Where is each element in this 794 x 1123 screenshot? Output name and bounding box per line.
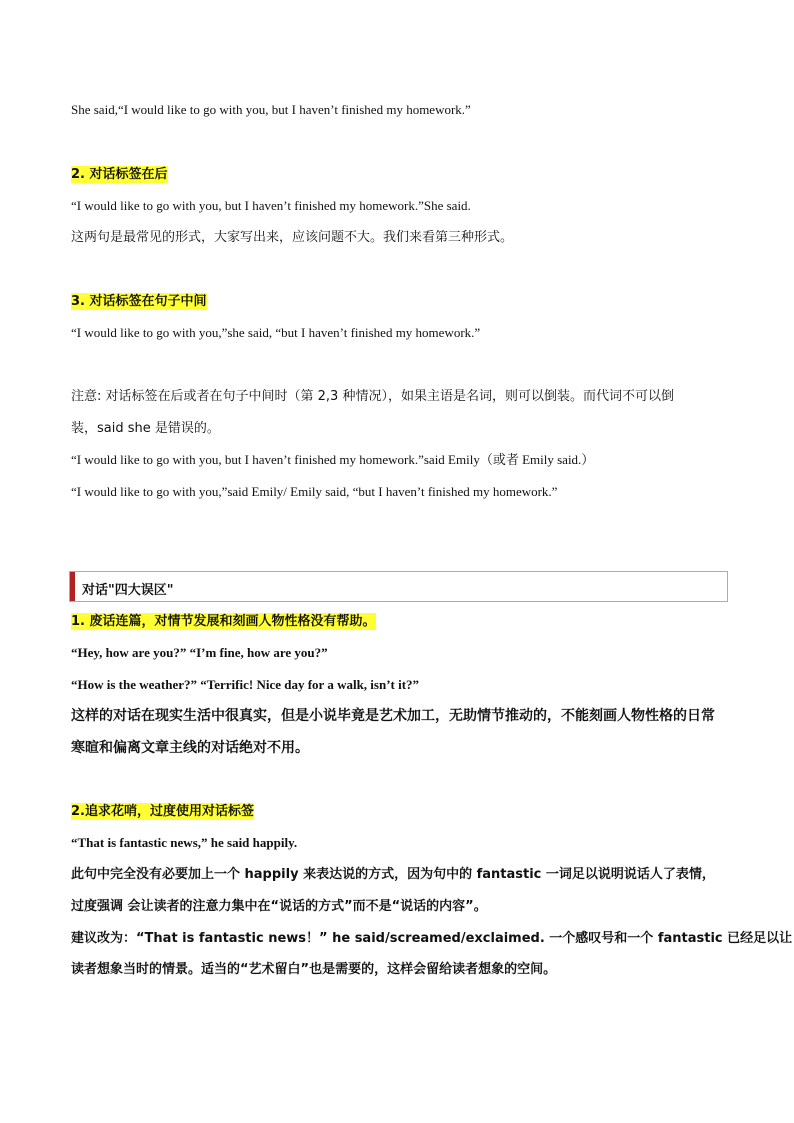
mistake-1-title bbox=[71, 613, 376, 630]
comment-common-forms: 这两句是最常见的形式，大家写出来，应该问题不大。我们来看第三种形式。 bbox=[71, 230, 514, 245]
mistake-1-explanation-line1: 这样的对话在现实生活中很真实，但是小说毕竟是艺术加工，无助情节推动的，不能刻画人物性格的日常 bbox=[71, 708, 715, 724]
mistake-2-title bbox=[71, 803, 254, 820]
mistake-1-example-1: “Hey, how are you?” “I’m fine, how are you?” bbox=[71, 645, 328, 660]
mistake-2-example: “That is fantastic news,” he said happily. bbox=[71, 835, 298, 850]
mistake-2-title-text: 2.追求花哨，过度使用对话标签 bbox=[71, 804, 254, 819]
mistake-2-suggestion-line1: 建议改为：“That is fantastic news！” he said/screamed/exclaimed. 一个感叹号和一个 fantastic 已经足以让 bbox=[71, 931, 793, 946]
mistake-2-explanation-line2: 过度强调 会让读者的注意力集中在“说话的方式”而不是“说话的内容”。 bbox=[71, 899, 487, 914]
section-header-four-mistakes bbox=[69, 571, 728, 602]
heading-tag-after bbox=[71, 166, 168, 183]
note-inversion-line1: 注意: 对话标签在后或者在句子中间时（第 2,3 种情况），如果主语是名词，则可以倒装。而代词不可以倒 bbox=[71, 389, 674, 404]
section-title-text: 对话"四大误区" bbox=[82, 583, 174, 598]
section-title bbox=[82, 579, 174, 598]
example-tag-after: “I would like to go with you, but I haven’t finished my homework.”She said. bbox=[71, 198, 471, 213]
mistake-2-suggestion-line2: 读者想象当时的情景。适当的“艺术留白”也是需要的，这样会留给读者想象的空间。 bbox=[71, 962, 557, 977]
note-inversion-line2: 装，said she 是错误的。 bbox=[71, 421, 220, 436]
heading-tag-middle bbox=[71, 293, 207, 310]
heading-tag-middle-text: 3. 对话标签在句子中间 bbox=[71, 294, 207, 309]
mistake-1-title-text: 1. 废话连篇，对情节发展和刻画人物性格没有帮助。 bbox=[71, 614, 376, 629]
section-accent-bar bbox=[70, 572, 75, 601]
example-inversion-after: “I would like to go with you, but I haven’t finished my homework.”said Emily（或者 Emily said.） bbox=[71, 452, 595, 467]
example-tag-first: She said,“I would like to go with you, but I haven’t finished my homework.” bbox=[71, 102, 471, 117]
example-inversion-middle: “I would like to go with you,”said Emily/ Emily said, “but I haven’t finished my homework.” bbox=[71, 484, 558, 499]
mistake-1-explanation-line2: 寒暄和偏离文章主线的对话绝对不用。 bbox=[71, 740, 309, 756]
mistake-1-example-2: “How is the weather?” “Terrific! Nice day for a walk, isn’t it?” bbox=[71, 677, 420, 692]
heading-tag-after-text: 2. 对话标签在后 bbox=[71, 167, 168, 182]
example-tag-middle: “I would like to go with you,”she said, “but I haven’t finished my homework.” bbox=[71, 325, 481, 340]
mistake-2-explanation-line1: 此句中完全没有必要加上一个 happily 来表达说的方式，因为句中的 fantastic 一词足以说明说话人了表情， bbox=[71, 867, 715, 882]
